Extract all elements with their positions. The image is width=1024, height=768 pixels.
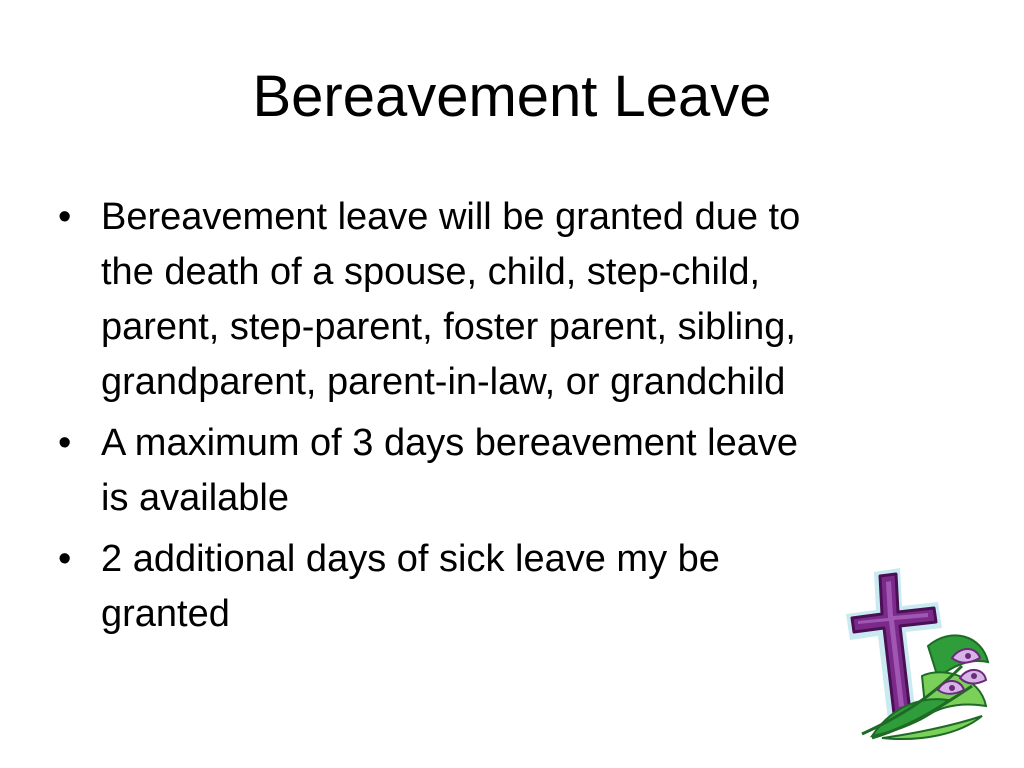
bullet-line: Bereavement leave will be granted due to <box>101 196 801 238</box>
lily-center <box>965 653 971 659</box>
bullet-line: A maximum of 3 days bereavement leave <box>101 422 799 464</box>
bullet-line: is available <box>101 477 289 519</box>
slide-title: Bereavement Leave <box>252 64 772 129</box>
lily-center <box>949 685 955 691</box>
bullet-line: 2 additional days of sick leave my be <box>101 538 720 580</box>
bullet-line: granted <box>101 593 230 635</box>
cross-with-lilies-icon <box>842 566 992 744</box>
bullet-list <box>58 190 958 648</box>
bullet-marker: • <box>58 422 72 464</box>
bullet-item <box>58 190 958 410</box>
bullet-line: grandparent, parent-in-law, or grandchild <box>101 361 786 403</box>
bullet-item <box>58 532 958 642</box>
bullet-marker: • <box>58 196 72 238</box>
bullet-marker: • <box>58 538 72 580</box>
bullet-line: parent, step-parent, foster parent, sibling, <box>101 306 796 348</box>
lily-center <box>971 673 977 679</box>
bullet-line: the death of a spouse, child, step-child, <box>101 251 761 293</box>
bullet-item <box>58 416 958 526</box>
